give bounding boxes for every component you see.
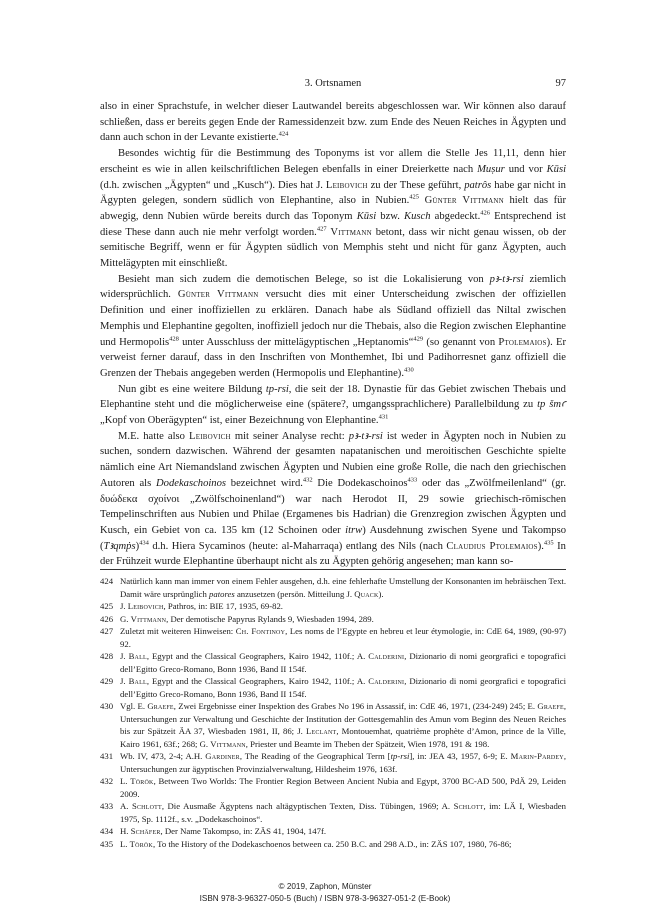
footnote-divider [100,569,566,570]
footnote-text: A. Schlott, Die Ausmaße Ägyptens nach altägyptischen Texten, Diss. Tübingen, 1969; A. Schlott, im: LÄ I, Wiesbaden 1975, Sp. 1112f., s.v. „Dodekaschoinos“. [120,801,566,824]
footnote [100,775,566,800]
footnote-text: Natürlich kann man immer von einem Fehler ausgehen, d.h. eine fehlerhafte Umstellung der Konsonanten im hebräischen Text. Damit wäre ursprünglich patores anzusetzen (persön. Mitteilung J. Quack). [120,576,566,599]
footnote [100,650,566,675]
footnote [100,675,566,700]
footnote-ref[interactable]: 425 [409,193,419,201]
footnote-text: Wb. IV, 473, 2-4; A.H. Gardiner, The Reading of the Geographical Term [tp-rsi], in: JEA 43, 1957, 6-9; E. Marin-Pardey, Untersuchungen zur ägyptischen Provinzialverwaltung, Hildesheim 1976, 163f. [120,751,566,774]
footnote-text: L. Török, Between Two Worlds: The Frontier Region Between Ancient Nubia and Egypt, 3700 BC-AD 500, PdÄ 29, Leiden 2009. [120,776,566,799]
footnote-number: 424 [100,576,114,586]
footnote-ref[interactable]: 424 [278,130,289,138]
footnote-number: 433 [100,801,114,811]
paragraph-1: also in einer Sprachstufe, in welcher dieser Lautwandel bereits abgeschlossen war. Wir können also darauf schließen, dass er bereits gegen Ende der Ramessidenzeit bzw. zum Ende des Neuen Reiches in Ägypten und dann auch schon in der Levante existierte.$^{424}$ [100,101,566,144]
footnote-number: 435 [100,838,114,849]
footnote-number: 426 [100,613,114,624]
paragraph-2: Besondes wichtig für die Bestimmung des Toponyms ist vor allem die Stelle Jes 11,11, denn hier erscheint es wie in allen keilschriftlichen Belegen ebenfalls in einer Dreierkette nach Muṣur und vor Kūsi (d.h. zwischen „Ägypten“ und „Kusch“). Dies hat J. Leibovich zu der These geführt, patrôs habe gar nicht in Ägypten gelegen, sondern südlich von Elephantine, also in Nubien.$^{425}$ Günter Vittmann hielt das für abwegig, denn Nubien würde bereits durch das Toponym Kūsi bzw. Kusch abgedeckt.$^{426}$ Entsprechend ist diese These dann auch nie mehr verfolgt worden.$^{427}$ Vittmann betont, dass wir nicht genau wissen, ob der semitische Begriff, wenn er für Ägypten südlich von Memphis steht und nicht für ganz Ägypten, auch Mittelägypten mit einschließt. [100,148,567,270]
main-text [100,99,566,570]
footnote-number: 434 [100,826,114,836]
footnote-number: 432 [100,776,114,786]
footnote-ref[interactable]: 428 [169,335,179,343]
footnote [100,800,566,825]
footnote [100,600,566,613]
footnote-text: G. Vittmann, Der demotische Papyrus Rylands 9, Wiesbaden 1994, 289. [120,613,374,624]
footnote [100,700,566,750]
chapter-title: 3. Ortsnamen [304,78,362,89]
paragraph-3: Besieht man sich zudem die demotischen Belege, so ist die Lokalisierung von pꜣ-tꜣ-rsi ziemlich widersprüchlich. Günter Vittmann versucht dies mit einer Unterscheidung zwischen der offiziellen Definition und einer inoffiziellen zu erklären. Danach habe als Südland offiziell das Niltal zwischen Memphis und Elephantine gegolten, inoffiziell jedoch nur die Thebais, also die Region zwischen Elephantine und Hermopolis$^{428}$ unter Ausschluss der mittelägyptischen „Heptanomis“$^{429}$ (so genannt von Ptolemaios). Er verweist ferner darauf, dass in den Inschriften von Monthemhet, Ibi und Padihorresnet ganz offiziell die Grenzen der Thebais angegeben werden (Hermopolis und Elephantine).$^{430}$ [100,273,567,379]
footnote [100,825,566,838]
footnote [100,613,566,626]
footnote-ref[interactable]: 427 [316,225,327,233]
page-number: 97 [555,78,566,89]
footnote [100,838,566,851]
footnotes [100,575,566,850]
isbn-line: ISBN 978-3-96327-050-5 (Buch) / ISBN 978-3-96327-051-2 (E-Book) [199,894,451,903]
footnote-ref[interactable]: 431 [378,413,389,421]
footnote-text: J. Leibovich, Pathros, in: BIE 17, 1935, 69-82. [120,601,283,611]
footnote [100,750,566,775]
footnote-text: J. Ball, Egypt and the Classical Geographers, Kairo 1942, 110f.; A. Calderini, Dizionario di nomi georgrafici e topografici dell’Egitto Greco-Romano, Bonn 1936, Band II 154f. [120,651,567,674]
running-header [100,78,566,92]
footnote-ref[interactable]: 429 [413,335,424,343]
footnote-ref[interactable]: 432 [302,476,313,484]
footnote-text: Zuletzt mit weiteren Hinweisen: Ch. Fontinoy, Les noms de l’Egypte en hebreu et leur étymologie, in: CdE 64, 1989, (90-97) 92. [120,626,567,649]
footnote-ref[interactable]: 434 [139,539,149,547]
footnote-text: H. Schäfer, Der Name Takompso, in: ZÄS 41, 1904, 147f. [120,826,327,836]
footnote [100,625,566,650]
footnote-text: Vgl. E. Graefe, Zwei Ergebnisse einer Inspektion des Grabes No 196 in Assassif, in: CdE 46, 1971, (234-249) 245; E. Graefe, Untersuchungen zur Verwaltung und Geschichte der Institution der Gottesgemahlin des Amun vom Beginn des Neuen Reiches bis zur Spätzeit ÄA 37, Wiesbaden 1981, II, 86; J. Leclant, Montouemhat, quatrième prophète d’Amon, prince de la Ville, Kairo 1961, 63f.; 268; G. Vittmann, Priester und Beamte im Theben der Spätzeit, Wien 1978, 191 & 198. [120,701,566,749]
footnote-number: 427 [100,626,114,636]
footnote [100,575,566,600]
footnote-number: 431 [100,751,114,761]
footnote-number: 429 [100,676,114,686]
footnote-ref[interactable]: 426 [480,209,491,217]
footnote-ref[interactable]: 433 [407,476,418,484]
footnote-number: 428 [100,651,114,661]
paragraph-5: M.E. hatte also Leibovich mit seiner Analyse recht: pꜣ-tꜣ-rsi ist weder in Ägypten noch in Nubien zu suchen, sondern dazwischen. Während der gesamten napatanischen und meroitischen Geschichte spielte nämlich eine Art Niemandsland zwischen Ägypten und Nubien eine große Rolle, die nach den griechischen Autoren als Dodekaschoinos bezeichnet wird.$^{432}$ Die Dodekaschoinos$^{433}$ oder das „Zwölfmeilenland“ (gr. δυώδεκα σχοίνοι „Zwölfschoinenland“) war nach Herodot II, 29 sowie griechisch-römischen Tempelinschriften aus Nubien und Philae (Ergamenes bis Hadrian) die Grenzregion zwischen Ägypten und Kusch, ein Gebiet von ca. 135 km (12 Schoinen oder itrw) Ausdehnung zwischen Syene und Takompso (Tꜣqmṗs)$^{434}$ d.h. Hiera Sycaminos (heute: al-Maharraqa) entlang des Nils (nach Claudius Ptolemaios).$^{435}$ In der Frühzeit wurde Elephantine überhaupt nicht als zu Ägypten gehörig angesehen; man kann so- [100,430,566,568]
footnote-ref[interactable]: 430 [403,366,414,374]
footnote-number: 430 [100,701,114,711]
footnote-text: J. Ball, Egypt and the Classical Geographers, Kairo 1942, 110f.; A. Calderini, Dizionario di nomi georgrafici e topografici dell’Egitto Greco-Romano, Bonn 1936, Band II 154f. [120,676,567,699]
footnote-ref[interactable]: 435 [543,539,554,547]
footnote-number: 425 [100,601,114,611]
footnote-text: L. Török, To the History of the Dodekaschoenos between ca. 250 B.C. and 298 A.D., in: ZÄS 107, 1980, 76-86; [120,838,512,849]
copyright-line: © 2019, Zaphon, Münster [278,882,372,891]
paragraph-4: Nun gibt es eine weitere Bildung tp-rsi, die seit der 18. Dynastie für das Gebiet zwischen Thebais und Elephantine steht und die möglicherweise eine (spätere?, umgangssprachlichere) Parallelbildung zu tp šmꜥ „Kopf von Oberägypten“ ist, einer Bezeichnung von Elephantine.$^{431}$ [100,383,566,427]
